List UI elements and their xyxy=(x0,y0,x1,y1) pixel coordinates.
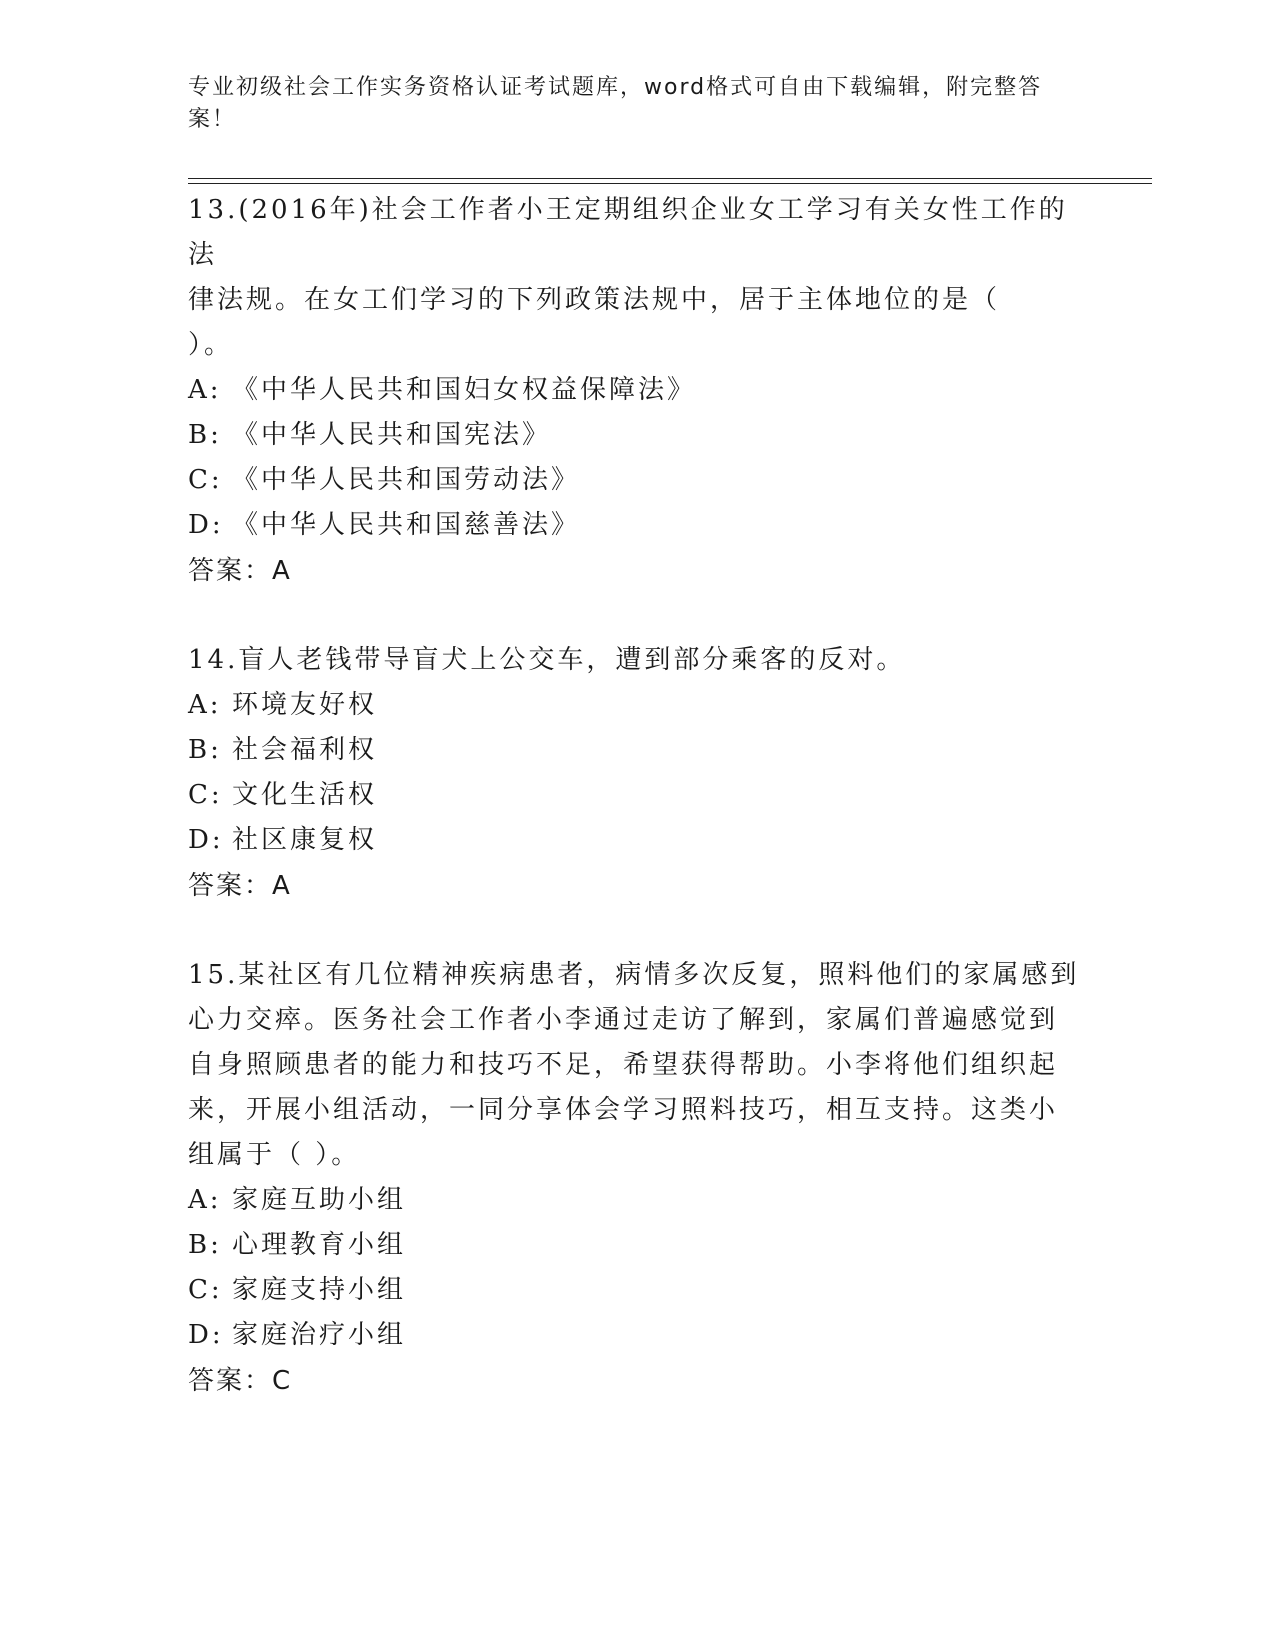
option-key: B: xyxy=(188,420,222,450)
option-text: 《中华人民共和国宪法》 xyxy=(232,420,552,450)
option-text: 家庭支持小组 xyxy=(232,1275,407,1305)
question-stem-line: 律法规。在女工们学习的下列政策法规中，居于主体地位的是（ xyxy=(188,285,1001,315)
header-rule-top xyxy=(188,178,1152,179)
question-14 xyxy=(188,638,1088,909)
option-key: A: xyxy=(188,375,222,405)
option-key: B: xyxy=(188,1230,222,1260)
option-text: 环境友好权 xyxy=(232,690,378,720)
answer-line xyxy=(188,863,1088,909)
answer-label: 答案： xyxy=(188,871,273,901)
question-stem-line: 自身照顾患者的能力和技巧不足，希望获得帮助。小李将他们组织起 xyxy=(188,1050,1059,1080)
document-header xyxy=(188,72,1068,136)
option-key: B: xyxy=(188,735,222,765)
question-stem-line: ）。 xyxy=(188,330,234,360)
option-key: C: xyxy=(188,1275,223,1305)
answer-label: 答案： xyxy=(188,556,273,586)
question-stem-line: 组属于（ ）。 xyxy=(188,1140,361,1170)
option-d xyxy=(188,503,1088,548)
question-15 xyxy=(188,953,1088,1404)
option-c xyxy=(188,773,1088,818)
option-a xyxy=(188,683,1088,728)
question-13 xyxy=(188,188,1088,594)
option-text: 《中华人民共和国劳动法》 xyxy=(232,465,581,495)
answer-value: A xyxy=(272,556,290,586)
option-d xyxy=(188,1313,1088,1358)
option-a xyxy=(188,1178,1088,1223)
question-stem-line: 来，开展小组活动，一同分享体会学习照料技巧，相互支持。这类小 xyxy=(188,1095,1059,1125)
option-d xyxy=(188,818,1088,863)
question-stem-line: 15.某社区有几位精神疾病患者，病情多次反复，照料他们的家属感到 xyxy=(188,960,1080,990)
answer-value: A xyxy=(272,871,290,901)
option-c xyxy=(188,458,1088,503)
option-key: D: xyxy=(188,825,224,855)
option-text: 心理教育小组 xyxy=(232,1230,407,1260)
option-text: 《中华人民共和国妇女权益保障法》 xyxy=(232,375,697,405)
answer-line xyxy=(188,1358,1088,1404)
option-key: C: xyxy=(188,780,223,810)
option-b xyxy=(188,1223,1088,1268)
header-line-2: 案！ xyxy=(188,107,237,132)
header-line-1: 专业初级社会工作实务资格认证考试题库，word格式可自由下载编辑，附完整答 xyxy=(188,75,1043,100)
option-key: D: xyxy=(188,510,224,540)
option-b xyxy=(188,728,1088,773)
header-rule-bottom xyxy=(188,183,1152,184)
question-stem-line: 13.(2016年)社会工作者小王定期组织企业女工学习有关女性工作的法 xyxy=(188,195,1068,270)
option-a xyxy=(188,368,1088,413)
option-text: 家庭治疗小组 xyxy=(232,1320,407,1350)
option-text: 社会福利权 xyxy=(232,735,378,765)
option-text: 《中华人民共和国慈善法》 xyxy=(232,510,581,540)
answer-value: C xyxy=(272,1366,291,1396)
option-b xyxy=(188,413,1088,458)
option-c xyxy=(188,1268,1088,1313)
question-stem-line: 心力交瘁。医务社会工作者小李通过走访了解到，家属们普遍感觉到 xyxy=(188,1005,1059,1035)
option-text: 社区康复权 xyxy=(232,825,378,855)
option-text: 文化生活权 xyxy=(232,780,378,810)
option-key: C: xyxy=(188,465,223,495)
answer-label: 答案： xyxy=(188,1366,273,1396)
option-key: A: xyxy=(188,1185,222,1215)
option-text: 家庭互助小组 xyxy=(232,1185,407,1215)
question-stem-line: 14.盲人老钱带导盲犬上公交车，遭到部分乘客的反对。 xyxy=(188,645,906,675)
option-key: D: xyxy=(188,1320,224,1350)
option-key: A: xyxy=(188,690,222,720)
answer-line xyxy=(188,548,1088,594)
question-list xyxy=(188,188,1088,1448)
